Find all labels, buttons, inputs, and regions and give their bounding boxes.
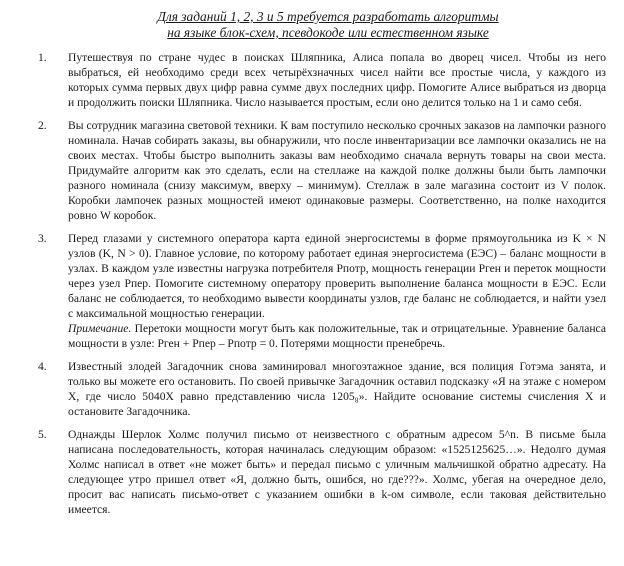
heading-line-2: на языке блок-схем, псевдокоде или естественном языке bbox=[167, 25, 489, 40]
task-3 bbox=[38, 231, 606, 351]
task-note bbox=[68, 321, 606, 351]
task-number: 1. bbox=[38, 51, 47, 64]
note-text: Перетоки мощности могут быть как положительные, так и отрицательные. Уравнение баланса мощности в узле: Pген + Pпер – Pпотр = 0. Потерями мощности пренебречь. bbox=[68, 322, 606, 350]
task-5 bbox=[38, 427, 606, 517]
task-4 bbox=[38, 359, 606, 419]
task-number: 2. bbox=[38, 119, 47, 132]
task-2 bbox=[38, 118, 606, 223]
task-text: Известный злодей Загадочник снова заминировал многоэтажное здание, вся полиция Готэма занята, и только вы можете его остановить. По своей привычке Загадочник оставил подсказку «Я на этаже с номером X, где число 5040X равно представлению числа 1205₈». Найдите основание системы счисления X и остановите Загадочника. bbox=[68, 360, 606, 418]
task-text: Перед глазами у системного оператора карта единой энергосистемы в форме прямоугольника из K × N узлов (K, N > 0). Главное условие, по которому работает единая энергосистема (ЕЭС) – баланс мощности в узлах. В каждом узле известны нагрузка потребителя Pпотр, мощность генерации Pген и переток мощности через узел Pпер. Помогите системному оператору проверить выполнение баланса мощности в ЕЭС. Если баланс не соблюдается, то необходимо вывести координаты узлов, где баланс не соблюдается, и найти узел с максимальной мощностью генерации. bbox=[68, 232, 606, 320]
task-number: 3. bbox=[38, 232, 47, 245]
task-text: Путешествуя по стране чудес в поисках Шляпника, Алиса попала во дворец чисел. Чтобы из него выбраться, ей необходимо среди всех четырёхзначных чисел найти все простые числа, у каждого из которых сумма первых двух цифр равна сумме двух последних цифр. Помогите Алисе выбраться из дворца и продолжить поиски Шляпника. Число называется простым, если оно делится только на 1 и само себя. bbox=[68, 51, 606, 109]
note-label: Примечание. bbox=[68, 322, 132, 335]
heading-line-1: Для заданий 1, 2, 3 и 5 требуется разработать алгоритмы bbox=[157, 9, 499, 24]
page-heading bbox=[38, 9, 606, 41]
task-text: Вы сотрудник магазина световой техники. К вам поступило несколько срочных заказов на лампочки разного номинала. Начав собирать заказы, вы обнаружили, что после инвентаризации все лампочки оказались не на своих местах. Чтобы быстро выполнить заказы вам необходимо сначала вернуть товары на свои места. Придумайте алгоритм как это сделать, если на стеллаже на каждой полке должны были быть лампочки разного номинала (снизу максимум, вверху – минимум). Стеллаж в зале магазина состоит из V полок. Коробки лампочек разных мощностей имеют одинаковые размеры. Соответственно, на полке находится ровно W коробок. bbox=[68, 119, 606, 222]
task-1 bbox=[38, 50, 606, 110]
task-number: 4. bbox=[38, 360, 47, 373]
task-number: 5. bbox=[38, 428, 47, 441]
task-text: Однажды Шерлок Холмс получил письмо от неизвестного с обратным адресом 5^n. В письме была написана последовательность, которая начиналась следующим образом: «1525125625…». Недолго думая Холмс написал в ответ «не может быть» и передал письмо с уличным мальчишкой обратно адресату. На следующее утро пришел ответ «Я, должно быть, ошибся, но где???». Холмс, убегая на очередное дело, просит вас написать письмо-ответ с указанием ошибки в k-ом символе, если таковая действительно имеется. bbox=[68, 428, 606, 516]
